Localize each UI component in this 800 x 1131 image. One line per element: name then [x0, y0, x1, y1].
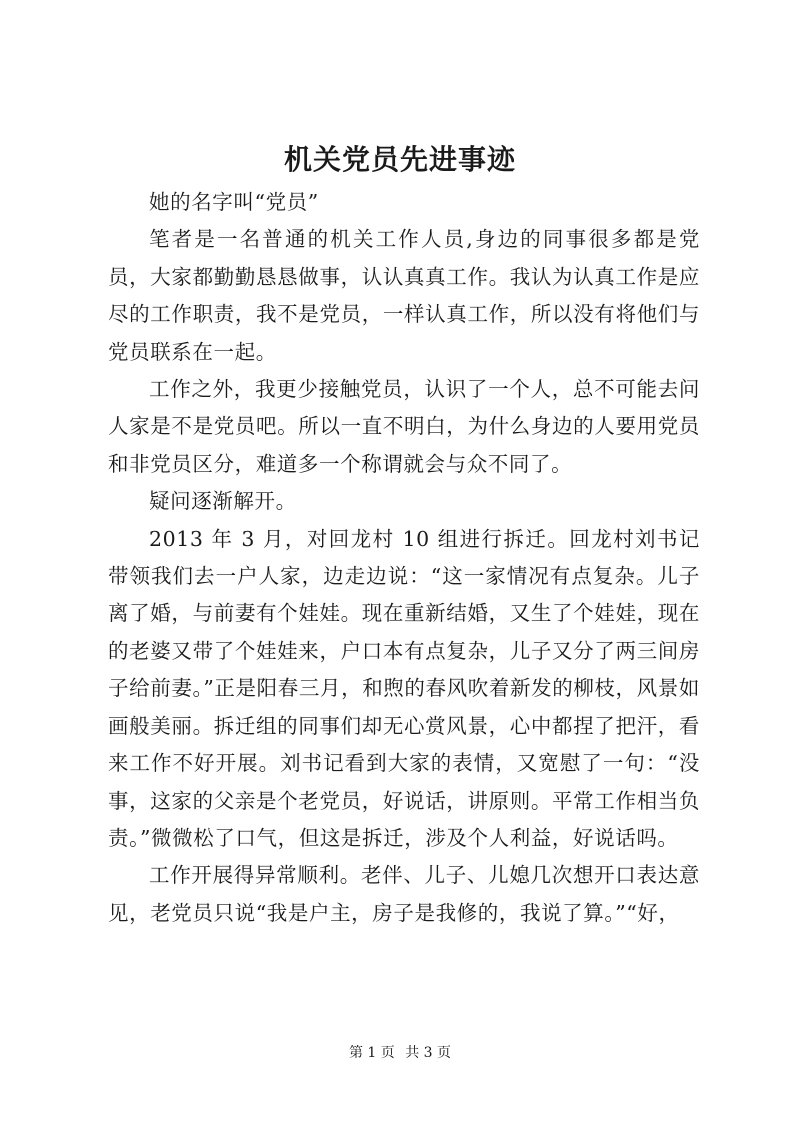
paragraph: 疑问逐渐解开。	[149, 489, 297, 514]
paragraph: 笔者是一名普通的机关工作人员,身边的同事很多都是党员，大家都勤勤恳恳做事，认认真真工作。我认为认真工作是应尽的工作职责，我不是党员，一样认真工作，所以没有将他们与党员联系在一起。	[108, 227, 700, 364]
paragraph: 工作开展得异常顺利。老伴、儿子、儿媳几次想开口表达意见，老党员只说“我是户主，房子是我修的，我说了算。”“好，	[108, 863, 700, 925]
document-title: 机关党员先进事迹	[283, 143, 516, 176]
paragraph-subtitle: 她的名字叫“党员”	[149, 190, 319, 214]
page-total: 共 3 页	[405, 1045, 452, 1061]
paragraph: 工作之外，我更少接触党员，认识了一个人，总不可能去问人家是不是党员吧。所以一直不明白，为什么身边的人要用党员和非党员区分，难道多一个称谓就会与众不同了。	[108, 377, 700, 476]
page-number: 第 1 页	[348, 1045, 395, 1061]
document-body	[108, 184, 700, 932]
page-footer	[0, 1043, 800, 1063]
paragraph: 2013 年 3 月，对回龙村 10 组进行拆迁。回龙村刘书记带领我们去一户人家，边走边说：“这一家情况有点复杂。儿子离了婚，与前妻有个娃娃。现在重新结婚，又生了个娃娃，现在的老婆又带了个娃娃来，户口本有点复杂，儿子又分了两三间房子给前妻。”正是阳春三月，和煦的春风吹着新发的柳枝，风景如画般美丽。拆迁组的同事们却无心赏风景，心中都捏了把汗，看来工作不好开展。刘书记看到大家的表情，又宽慰了一句：“没事，这家的父亲是个老党员，好说话，讲原则。平常工作相当负责。”微微松了口气，但这是拆迁，涉及个人利益，好说话吗。	[108, 526, 700, 850]
